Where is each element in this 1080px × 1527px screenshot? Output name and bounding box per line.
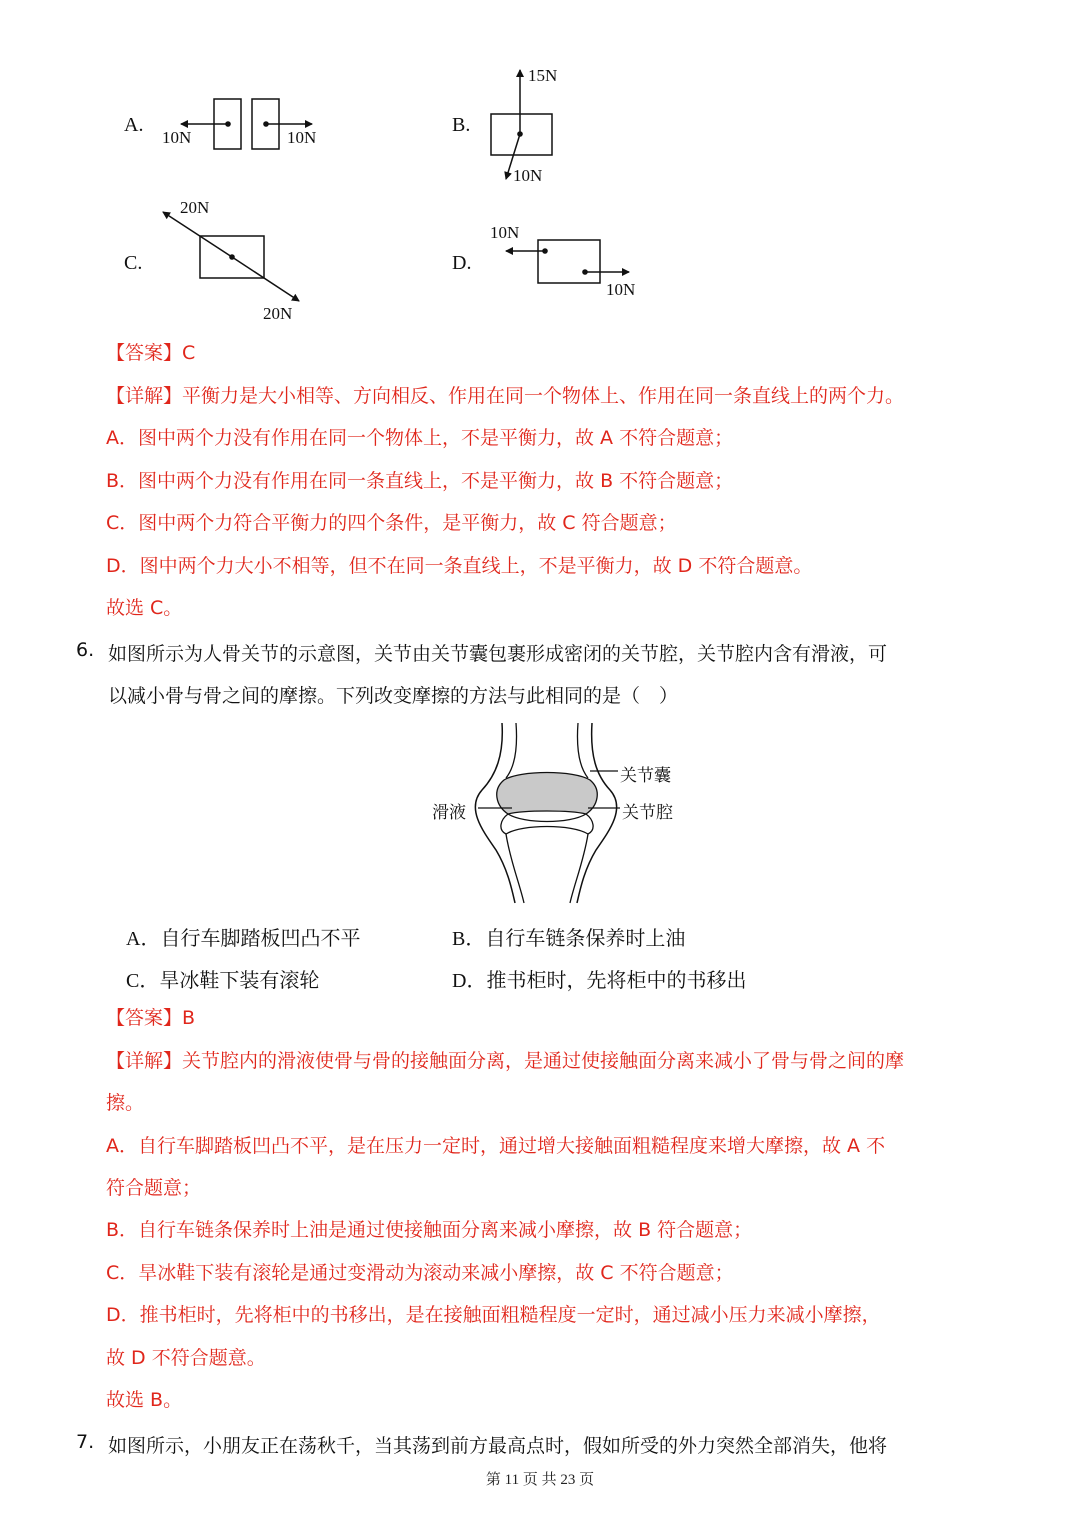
q6-option-b: B．自行车链条保养时上油 xyxy=(452,928,686,950)
q6-option-d: D．推书柜时，先将柜中的书移出 xyxy=(452,970,747,992)
q6-explanation-line: A．自行车脚踏板凹凸不平，是在压力一定时，通过增大接触面粗糙程度来增大摩擦，故 A 不 xyxy=(106,1135,886,1157)
q6-explanation-line: 符合题意； xyxy=(106,1177,202,1199)
option-b-up-force-label: 15N xyxy=(528,66,558,85)
q6-answer: 【答案】B xyxy=(106,1007,196,1029)
q6-explanation: 【详解】关节腔内的滑液使骨与骨的接触面分离，是通过使接触面分离来减小了骨与骨之间的摩 xyxy=(106,1050,905,1072)
q5-explanation-line: D．图中两个力大小不相等，但不在同一条直线上，不是平衡力，故 D 不符合题意。 xyxy=(106,555,813,577)
q7-number: 7. xyxy=(76,1431,95,1453)
q5-conclusion: 故选 C。 xyxy=(106,597,183,619)
q6-explanation-line: B．自行车链条保养时上油是通过使接触面分离来减小摩擦，故 B 符合题意； xyxy=(106,1219,753,1241)
q5-explanation: 【详解】平衡力是大小相等、方向相反、作用在同一个物体上、作用在同一条直线上的两个力。 xyxy=(106,385,905,407)
q6-text-line: 以减小骨与骨之间的摩擦。下列改变摩擦的方法与此相同的是（ ） xyxy=(108,685,679,707)
q6-conclusion: 故选 B。 xyxy=(106,1389,183,1411)
joint-cavity-label: 关节腔 xyxy=(622,803,673,822)
option-d-right-force-label: 10N xyxy=(606,280,636,299)
option-a-label: A. xyxy=(124,114,144,136)
option-c-top-force-label: 20N xyxy=(180,198,210,217)
option-a-left-force-label: 10N xyxy=(162,128,192,147)
option-b-down-force-label: 10N xyxy=(513,166,543,185)
option-c-label: C. xyxy=(124,252,143,274)
option-d-label: D. xyxy=(452,252,472,274)
option-a-right-force-label: 10N xyxy=(287,128,317,147)
q6-option-a: A．自行车脚踏板凹凸不平 xyxy=(126,928,361,950)
page-footer: 第 11 页 共 23 页 xyxy=(485,1472,595,1488)
q7-text-line: 如图所示，小朋友正在荡秋千，当其荡到前方最高点时，假如所受的外力突然全部消失，他将 xyxy=(108,1435,888,1457)
q5-explanation-line: C．图中两个力符合平衡力的四个条件，是平衡力，故 C 符合题意； xyxy=(106,512,677,534)
option-d-left-force-label: 10N xyxy=(490,223,520,242)
synovial-fluid-label: 滑液 xyxy=(432,803,466,822)
q6-explanation-cont: 擦。 xyxy=(106,1092,145,1114)
q6-explanation-line: D．推书柜时，先将柜中的书移出，是在接触面粗糙程度一定时，通过减小压力来减小摩擦， xyxy=(106,1304,881,1326)
option-c-bottom-force-label: 20N xyxy=(263,304,293,323)
q6-explanation-line: 故 D 不符合题意。 xyxy=(106,1347,266,1369)
q5-answer: 【答案】C xyxy=(106,342,196,364)
q5-explanation-line: B．图中两个力没有作用在同一条直线上，不是平衡力，故 B 不符合题意； xyxy=(106,470,734,492)
q5-options-figure xyxy=(0,0,1080,340)
q6-explanation-line: C．旱冰鞋下装有滚轮是通过变滑动为滚动来减小摩擦，故 C 不符合题意； xyxy=(106,1262,734,1284)
q6-option-c: C．旱冰鞋下装有滚轮 xyxy=(126,970,320,992)
option-c-diagram xyxy=(163,212,299,301)
joint-capsule-label: 关节囊 xyxy=(620,766,671,785)
option-b-diagram xyxy=(491,70,552,179)
q6-number: 6. xyxy=(76,639,95,661)
option-d-diagram xyxy=(506,240,629,283)
option-b-label: B. xyxy=(452,114,471,136)
q6-text-line: 如图所示为人骨关节的示意图，关节由关节囊包裹形成密闭的关节腔，关节腔内含有滑液，可 xyxy=(108,643,888,665)
q5-explanation-line: A．图中两个力没有作用在同一个物体上，不是平衡力，故 A 不符合题意； xyxy=(106,427,734,449)
